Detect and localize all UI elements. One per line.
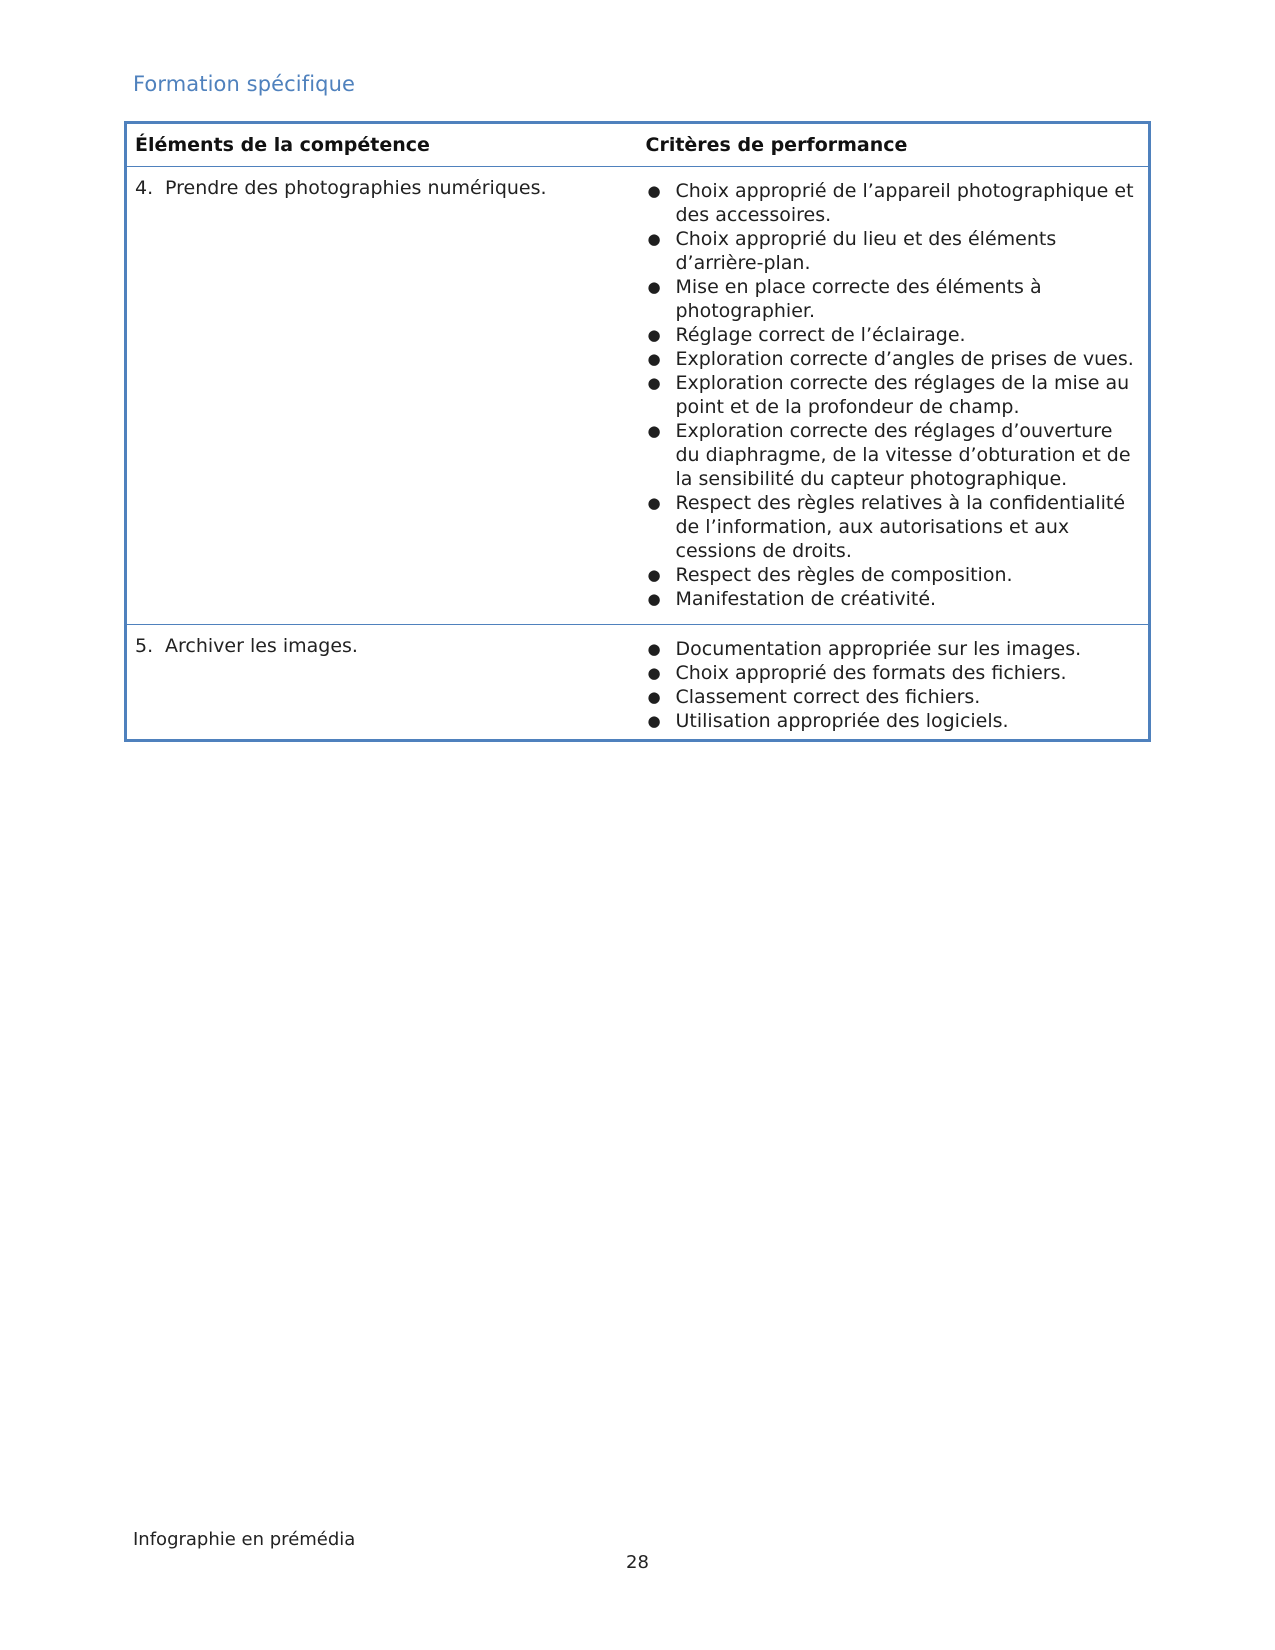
element-text: Archiver les images. [165, 635, 358, 657]
list-item [646, 661, 1141, 685]
criterion-text: Exploration correcte d’angles de prises de vues. [675, 348, 1134, 370]
bullet-icon: ● [647, 664, 661, 682]
header-elements: Éléments de la compétence [135, 134, 430, 156]
header-criteria: Critères de performance [645, 134, 908, 156]
criterion-text: Choix approprié des formats des fichiers. [675, 662, 1067, 684]
criteria-cell [638, 625, 1150, 741]
list-item [646, 637, 1141, 661]
list-item [646, 179, 1141, 227]
criterion-text: Utilisation appropriée des logiciels. [675, 710, 1009, 732]
criteria-list [646, 637, 1141, 733]
criterion-text: Choix approprié de l’appareil photographique et des accessoires. [675, 180, 1134, 226]
element-text: Prendre des photographies numériques. [165, 177, 547, 199]
list-item [646, 491, 1141, 563]
list-item [646, 227, 1141, 275]
table-row [126, 167, 1150, 625]
element-number: 4. [135, 177, 154, 199]
bullet-icon: ● [647, 688, 661, 706]
bullet-icon: ● [647, 494, 661, 512]
criterion-text: Classement correct des fichiers. [675, 686, 981, 708]
page-number: 28 [626, 1552, 649, 1573]
criterion-text: Exploration correcte des réglages d’ouverture du diaphragme, de la vitesse d’obturation et de la sensibilité du capteur photographique. [675, 420, 1131, 490]
list-item [646, 371, 1141, 419]
list-item [646, 685, 1141, 709]
competence-table [124, 121, 1151, 742]
table-row [126, 625, 1150, 741]
criterion-text: Respect des règles de composition. [675, 564, 1013, 586]
list-item [646, 419, 1141, 491]
bullet-icon: ● [647, 422, 661, 440]
bullet-icon: ● [647, 566, 661, 584]
bullet-icon: ● [647, 350, 661, 368]
criterion-text: Choix approprié du lieu et des éléments d’arrière-plan. [675, 228, 1057, 274]
criterion-text: Mise en place correcte des éléments à photographier. [675, 276, 1042, 322]
footer-program-title: Infographie en prémédia [133, 1529, 356, 1550]
criteria-list [646, 179, 1141, 611]
table-header-row [126, 123, 1150, 167]
criterion-text: Documentation appropriée sur les images. [675, 638, 1082, 660]
list-item [646, 323, 1141, 347]
criteria-cell [638, 167, 1150, 625]
element-cell [126, 167, 638, 625]
bullet-icon: ● [647, 182, 661, 200]
bullet-icon: ● [647, 640, 661, 658]
section-title: Formation spécifique [133, 72, 356, 96]
criterion-text: Manifestation de créativité. [675, 588, 937, 610]
bullet-icon: ● [647, 326, 661, 344]
bullet-icon: ● [647, 374, 661, 392]
element-cell [126, 625, 638, 741]
list-item [646, 563, 1141, 587]
bullet-icon: ● [647, 230, 661, 248]
criterion-text: Respect des règles relatives à la confidentialité de l’information, aux autorisations et aux cessions de droits. [675, 492, 1126, 562]
criterion-text: Réglage correct de l’éclairage. [675, 324, 966, 346]
list-item [646, 587, 1141, 611]
bullet-icon: ● [647, 712, 661, 730]
list-item [646, 347, 1141, 371]
criterion-text: Exploration correcte des réglages de la mise au point et de la profondeur de champ. [675, 372, 1130, 418]
bullet-icon: ● [647, 590, 661, 608]
list-item [646, 709, 1141, 733]
bullet-icon: ● [647, 278, 661, 296]
list-item [646, 275, 1141, 323]
element-number: 5. [135, 635, 154, 657]
